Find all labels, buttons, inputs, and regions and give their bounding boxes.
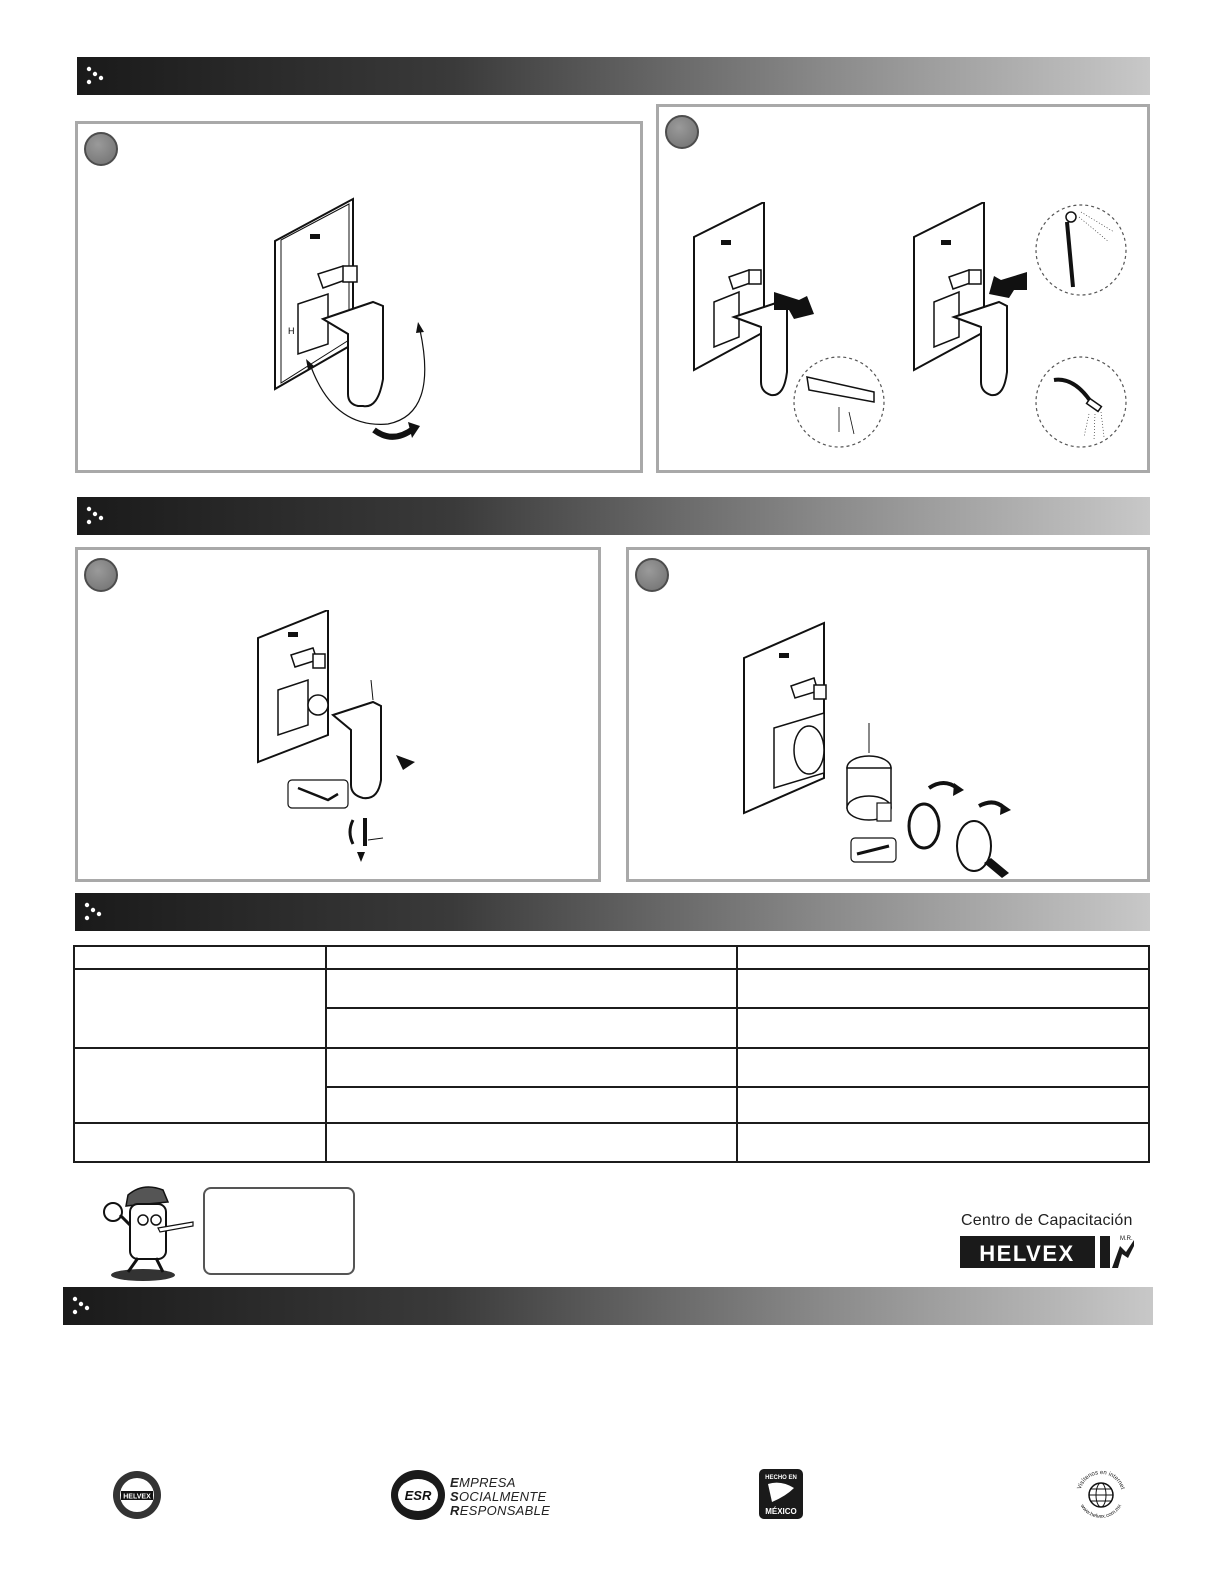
solution-cell	[737, 969, 1149, 1008]
web-url-text: www.helvex.com.mx	[1078, 1503, 1124, 1521]
cause-cell	[326, 969, 737, 1008]
cause-cell	[326, 1087, 737, 1123]
section-header-4	[63, 1287, 1153, 1325]
hecho-en-mexico-badge-icon	[758, 1468, 804, 1520]
bullet-dots-icon	[83, 900, 107, 924]
table-header-cell	[326, 946, 737, 969]
solution-cell	[737, 1048, 1149, 1087]
trademark-mark: M.R.	[1120, 1236, 1133, 1242]
cause-cell	[326, 1008, 737, 1048]
mexico-badge-bottom: MÉXICO	[765, 1507, 797, 1516]
section-header-3	[75, 893, 1150, 931]
step-number-circle	[635, 558, 669, 592]
plumber-mascot-icon	[98, 1180, 203, 1283]
problem-cell	[74, 1048, 326, 1123]
diverter-positions-illustration	[689, 202, 1139, 462]
esr-wordmark: EMPRESA SOCIALMENTE RESPONSABLE	[450, 1475, 551, 1518]
faucet-lever-rotation-illustration	[248, 194, 488, 454]
helvex-brand-text: HELVEX	[979, 1241, 1075, 1266]
solution-cell	[737, 1087, 1149, 1123]
step-number-circle	[665, 115, 699, 149]
table-row	[74, 1048, 1149, 1087]
table-header-row	[74, 946, 1149, 969]
cause-cell	[326, 1123, 737, 1162]
bullet-dots-icon	[85, 64, 109, 88]
solution-cell	[737, 1008, 1149, 1048]
seal-brand-text: HELVEX	[123, 1493, 151, 1501]
helvex-quality-seal-icon	[112, 1470, 162, 1520]
esr-badge-icon	[389, 1468, 447, 1522]
web-ring-text: Visítenos en internet	[1076, 1469, 1126, 1491]
faucet-mark: H	[288, 326, 295, 336]
helvex-brand-logo	[960, 1232, 1140, 1272]
table-header-cell	[74, 946, 326, 969]
cartridge-removal-illustration	[739, 618, 1039, 883]
table-row	[74, 1123, 1149, 1162]
bullet-dots-icon	[85, 504, 109, 528]
problem-cell	[74, 969, 326, 1048]
step-panel-4	[626, 547, 1150, 882]
training-center-title: Centro de Capacitación	[961, 1212, 1133, 1229]
step-number-circle	[84, 558, 118, 592]
table-header-cell	[737, 946, 1149, 969]
troubleshooting-table	[73, 945, 1150, 1163]
problem-cell	[74, 1123, 326, 1162]
web-globe-icon	[1072, 1466, 1130, 1524]
mexico-badge-top: HECHO EN	[765, 1475, 797, 1481]
esr-badge-text: ESR	[404, 1488, 432, 1503]
step-panel-3	[75, 547, 601, 882]
mascot-speech-bubble	[203, 1187, 355, 1275]
bullet-dots-icon	[71, 1294, 95, 1318]
step-number-circle	[84, 132, 118, 166]
cause-cell	[326, 1048, 737, 1087]
section-header-1	[77, 57, 1150, 95]
step-panel-1	[75, 121, 643, 473]
handle-removal-illustration	[253, 610, 453, 875]
section-header-2	[77, 497, 1150, 535]
table-row	[74, 969, 1149, 1008]
solution-cell	[737, 1123, 1149, 1162]
step-panel-2	[656, 104, 1150, 473]
